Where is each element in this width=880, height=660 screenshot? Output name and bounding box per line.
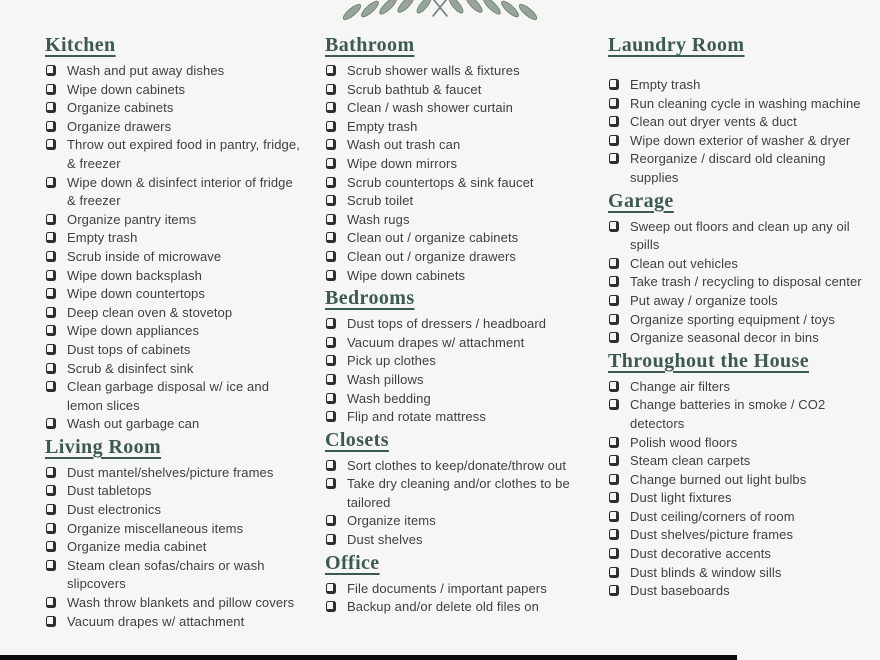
- checklist-item-label: Change burned out light bulbs: [630, 471, 807, 487]
- checklist-item-label: Organize miscellaneous items: [67, 520, 244, 536]
- checklist-item: [45, 322, 325, 341]
- checklist-item-label: Scrub toilet: [347, 193, 414, 209]
- section-title: Closets: [325, 428, 389, 451]
- checklist-item-label: Clean garbage disposal w/ ice and lemon slices: [67, 379, 270, 413]
- checklist-item-label: Dust mantel/shelves/picture frames: [67, 464, 274, 480]
- checklist-item-label: Dust electronics: [67, 502, 162, 518]
- checklist-item: [608, 95, 880, 114]
- checkbox-icon[interactable]: [609, 455, 619, 466]
- checkbox-icon[interactable]: [46, 504, 56, 515]
- checkbox-icon[interactable]: [46, 541, 56, 552]
- checkbox-icon[interactable]: [609, 116, 619, 127]
- checkbox-icon[interactable]: [326, 393, 336, 404]
- checkbox-icon[interactable]: [326, 158, 336, 169]
- checklist-item-label: Empty trash: [347, 118, 418, 134]
- checklist: [608, 378, 880, 601]
- checklist-item-label: Dust tabletops: [67, 483, 152, 499]
- checkbox-icon[interactable]: [46, 232, 56, 243]
- checkbox-icon[interactable]: [326, 214, 336, 225]
- checkbox-icon[interactable]: [46, 65, 56, 76]
- checkbox-icon[interactable]: [46, 214, 56, 225]
- checkbox-icon[interactable]: [46, 288, 56, 299]
- section-title: Bathroom: [325, 34, 415, 56]
- checkbox-icon[interactable]: [326, 232, 336, 243]
- checklist-item: [45, 520, 325, 539]
- checkbox-icon[interactable]: [326, 583, 336, 594]
- checklist-item-label: File documents / important papers: [347, 580, 547, 596]
- checklist-item-label: Organize media cabinet: [67, 539, 207, 555]
- checklist-item: [45, 613, 325, 632]
- checklist-item-label: Wipe down backsplash: [67, 267, 202, 283]
- checklist-item-label: Wash throw blankets and pillow covers: [67, 595, 295, 611]
- column-right: [608, 34, 880, 631]
- checklist-item-label: Steam clean sofas/chairs or wash slipcovers: [67, 557, 265, 592]
- checklist-item: [325, 408, 608, 427]
- checklist-item: [608, 564, 880, 583]
- checklist-item: [45, 557, 325, 594]
- checkbox-icon[interactable]: [326, 460, 336, 471]
- checklist-item: [45, 267, 325, 286]
- checklist-item: [325, 512, 608, 531]
- checklist-item-label: Wipe down cabinets: [347, 267, 466, 283]
- checkbox-icon[interactable]: [609, 529, 619, 540]
- checklist-item-label: Wash rugs: [347, 211, 410, 227]
- checkbox-icon[interactable]: [46, 121, 56, 132]
- checkbox-icon[interactable]: [46, 84, 56, 95]
- checkbox-icon[interactable]: [46, 344, 56, 355]
- checklist-item: [45, 174, 325, 211]
- checklist-item: [45, 229, 325, 248]
- checklist-item: [325, 211, 608, 230]
- checklist-item: [45, 482, 325, 501]
- checklist-item: [608, 545, 880, 564]
- checklist-item: [608, 150, 880, 187]
- checkbox-icon[interactable]: [326, 534, 336, 545]
- checklist-item-label: Put away / organize tools: [630, 292, 778, 308]
- section-title: Throughout the House: [608, 349, 810, 372]
- checklist-item-label: Organize items: [347, 513, 436, 529]
- bottom-black-bar: [0, 655, 737, 660]
- checkbox-icon[interactable]: [326, 478, 336, 489]
- section-title: Living Room: [45, 435, 162, 458]
- checklist: [325, 457, 608, 550]
- checkbox-icon[interactable]: [609, 474, 619, 485]
- checklist-item: [325, 174, 608, 193]
- checklist-item-label: Change batteries in smoke / CO2 detectors: [630, 397, 826, 431]
- checklist-item-label: Dust blinds & window sills: [630, 564, 782, 580]
- checkbox-icon[interactable]: [326, 318, 336, 329]
- checklist-item: [608, 255, 880, 274]
- checklist-item: [608, 273, 880, 292]
- checklist-item: [325, 81, 608, 100]
- checklist-item-label: Clean out / organize cabinets: [347, 230, 519, 246]
- checkbox-icon[interactable]: [326, 139, 336, 150]
- checklist-item: [608, 378, 880, 397]
- checklist-item-label: Dust ceiling/corners of room: [630, 508, 795, 524]
- checklist-item: [325, 118, 608, 137]
- section-garage: [608, 190, 880, 348]
- checklist-item: [608, 329, 880, 348]
- checklist-item-label: Empty trash: [67, 230, 138, 246]
- checkbox-icon[interactable]: [326, 65, 336, 76]
- checklist-item-label: Take trash / recycling to disposal center: [630, 274, 862, 290]
- checklist-item: [325, 267, 608, 286]
- checkbox-icon[interactable]: [46, 102, 56, 113]
- checkbox-icon[interactable]: [46, 597, 56, 608]
- checklist-item: [45, 99, 325, 118]
- checklist-item: [45, 81, 325, 100]
- checklist-item-label: Sweep out floors and clean up any oil spills: [630, 218, 850, 253]
- checklist-item-label: Organize cabinets: [67, 100, 174, 116]
- checklist-item-label: Wipe down appliances: [67, 323, 200, 339]
- checklist-item: [45, 118, 325, 137]
- checklist: [45, 464, 325, 631]
- checklist-item: [45, 285, 325, 304]
- checkbox-icon[interactable]: [46, 270, 56, 281]
- checklist-item: [45, 341, 325, 360]
- checklist-item-label: Vacuum drapes w/ attachment: [347, 334, 525, 350]
- checklist-item-label: Vacuum drapes w/ attachment: [67, 613, 245, 629]
- checklist-item-label: Clean / wash shower curtain: [347, 100, 513, 116]
- checkbox-icon[interactable]: [326, 270, 336, 281]
- checklist-item: [608, 526, 880, 545]
- checklist-item-label: Take dry cleaning and/or clothes to be tailored: [347, 476, 570, 510]
- checkbox-icon[interactable]: [326, 251, 336, 262]
- checklist-item-label: Polish wood floors: [630, 434, 738, 450]
- checkbox-icon[interactable]: [609, 276, 619, 287]
- checklist-item: [45, 464, 325, 483]
- checkbox-icon[interactable]: [609, 295, 619, 306]
- checklist-item: [45, 136, 325, 173]
- checklist-item-label: Clean out / organize drawers: [347, 248, 517, 264]
- checklist-item-label: Wipe down & disinfect interior of fridge & freezer: [67, 174, 293, 209]
- checklist-item-label: Organize drawers: [67, 118, 172, 134]
- checklist-item: [608, 396, 880, 433]
- checklist-item-label: Flip and rotate mattress: [347, 409, 486, 425]
- checkbox-icon[interactable]: [46, 177, 56, 188]
- checklist-item: [325, 457, 608, 476]
- checklist-item: [45, 304, 325, 323]
- section-closets: [325, 429, 608, 550]
- checkbox-icon[interactable]: [46, 139, 56, 150]
- checklist-item: [45, 538, 325, 557]
- checklist-item-label: Scrub inside of microwave: [67, 248, 222, 264]
- checklist-item-label: Wipe down cabinets: [67, 81, 186, 97]
- checklist-item-label: Deep clean oven & stovetop: [67, 304, 233, 320]
- checkbox-icon[interactable]: [326, 515, 336, 526]
- checklist-item-label: Clean out vehicles: [630, 255, 739, 271]
- section-title: Bedrooms: [325, 287, 415, 310]
- checklist-item-label: Pick up clothes: [347, 353, 436, 369]
- checklist-item: [325, 352, 608, 371]
- checklist-item-label: Steam clean carpets: [630, 453, 751, 469]
- checklist-item: [325, 192, 608, 211]
- checkbox-icon[interactable]: [609, 585, 619, 596]
- checklist-item: [608, 311, 880, 330]
- checkbox-icon[interactable]: [609, 492, 619, 503]
- checklist-item: [608, 132, 880, 151]
- checklist-item: [45, 594, 325, 613]
- checkbox-icon[interactable]: [609, 381, 619, 392]
- checklist-item-label: Scrub shower walls & fixtures: [347, 63, 520, 78]
- checkbox-icon[interactable]: [46, 363, 56, 374]
- checklist-item: [325, 99, 608, 118]
- checkbox-icon[interactable]: [609, 258, 619, 269]
- checklist-item: [325, 334, 608, 353]
- checklist-item: [45, 415, 325, 434]
- checklist-item-label: Run cleaning cycle in washing machine: [630, 95, 861, 111]
- checklist-item: [45, 62, 325, 81]
- checkbox-icon[interactable]: [46, 560, 56, 571]
- checklist-item: [325, 248, 608, 267]
- checklist-item-label: Wash out garbage can: [67, 416, 200, 432]
- checklist-item-label: Dust baseboards: [630, 583, 730, 599]
- checklist-item-label: Clean out dryer vents & duct: [630, 114, 797, 130]
- checklist-item: [325, 598, 608, 617]
- checklist-item: [608, 292, 880, 311]
- column-left: [45, 34, 325, 631]
- checklist-item-label: Throw out expired food in pantry, fridge, & freezer: [67, 137, 300, 171]
- column-middle: [325, 34, 608, 631]
- checklist-item: [608, 582, 880, 601]
- checklist-item-label: Scrub countertops & sink faucet: [347, 174, 534, 190]
- checkbox-icon[interactable]: [46, 523, 56, 534]
- checklist: [45, 62, 325, 434]
- checklist-item: [608, 471, 880, 490]
- section-title: Office: [325, 551, 380, 574]
- checklist-item-label: Wipe down mirrors: [347, 155, 458, 171]
- checkbox-icon[interactable]: [326, 121, 336, 132]
- checkbox-icon[interactable]: [46, 307, 56, 318]
- checklist-item: [45, 360, 325, 379]
- checklist-item-label: Organize pantry items: [67, 211, 197, 227]
- checklist-item: [325, 62, 608, 81]
- checklist-item: [608, 508, 880, 527]
- checklist-item-label: Scrub bathtub & faucet: [347, 81, 482, 97]
- checklist-item: [325, 155, 608, 174]
- checklist-item: [325, 229, 608, 248]
- section-bedrooms: [325, 287, 608, 427]
- checkbox-icon[interactable]: [46, 485, 56, 496]
- section-office: [325, 552, 608, 617]
- checkbox-icon[interactable]: [326, 102, 336, 113]
- checklist-item: [325, 371, 608, 390]
- checklist-item-label: Wash bedding: [347, 390, 431, 406]
- checklist-item-label: Change air filters: [630, 378, 731, 394]
- checklist-item-label: Wipe down countertops: [67, 286, 205, 302]
- checklist-item: [45, 378, 325, 415]
- checklist-item-label: Dust shelves/picture frames: [630, 527, 794, 543]
- checkbox-icon[interactable]: [609, 437, 619, 448]
- checklist-item: [325, 390, 608, 409]
- section-title: Kitchen: [45, 34, 116, 56]
- checklist: [325, 580, 608, 617]
- checkbox-icon[interactable]: [46, 381, 56, 392]
- checkbox-icon[interactable]: [609, 567, 619, 578]
- checklist-item: [325, 531, 608, 550]
- checklist-item: [325, 136, 608, 155]
- checkbox-icon[interactable]: [609, 153, 619, 164]
- checklist-item-label: Organize sporting equipment / toys: [630, 311, 836, 327]
- section-laundry-room: [608, 34, 880, 188]
- checklist-item: [45, 211, 325, 230]
- checklist-item-label: Dust tops of dressers / headboard: [347, 316, 547, 332]
- checklist-item-label: Wipe down exterior of washer & dryer: [630, 132, 851, 148]
- checkbox-icon[interactable]: [46, 418, 56, 429]
- checklist-item: [325, 475, 608, 512]
- section-bathroom: [325, 34, 608, 285]
- checkbox-icon[interactable]: [609, 135, 619, 146]
- checklist: [608, 218, 880, 348]
- checklist-item: [608, 489, 880, 508]
- section-living-room: [45, 436, 325, 631]
- checklist-item: [325, 315, 608, 334]
- checkbox-icon[interactable]: [609, 332, 619, 343]
- checklist-item-label: Scrub & disinfect sink: [67, 360, 194, 376]
- section-kitchen: [45, 34, 325, 434]
- checklist: [325, 62, 608, 285]
- checklist-item-label: Empty trash: [630, 77, 701, 92]
- checklist-item-label: Dust shelves: [347, 532, 423, 548]
- checkbox-icon[interactable]: [326, 337, 336, 348]
- checkbox-icon[interactable]: [326, 195, 336, 206]
- checkbox-icon[interactable]: [609, 314, 619, 325]
- checklist: [325, 315, 608, 427]
- checkbox-icon[interactable]: [46, 251, 56, 262]
- checklist-item: [608, 452, 880, 471]
- section-throughout-the-house: [608, 350, 880, 601]
- checklist-item: [608, 76, 880, 95]
- checklist-item-label: Dust decorative accents: [630, 546, 772, 562]
- checkbox-icon[interactable]: [46, 467, 56, 478]
- checkbox-icon[interactable]: [46, 616, 56, 627]
- checklist-item: [45, 248, 325, 267]
- checklist-item-label: Organize seasonal decor in bins: [630, 330, 819, 346]
- checkbox-icon[interactable]: [609, 79, 619, 90]
- checklist-item-label: Wash pillows: [347, 371, 424, 387]
- checklist-item-label: Wash and put away dishes: [67, 63, 225, 78]
- checklist-item: [45, 501, 325, 520]
- checkbox-icon[interactable]: [326, 355, 336, 366]
- checklist-item: [325, 580, 608, 599]
- checklist-item-label: Wash out trash can: [347, 137, 461, 153]
- checkbox-icon[interactable]: [326, 601, 336, 612]
- checkbox-icon[interactable]: [609, 221, 619, 232]
- checklist-item-label: Dust light fixtures: [630, 490, 732, 506]
- checkbox-icon[interactable]: [46, 325, 56, 336]
- checkbox-icon[interactable]: [609, 511, 619, 522]
- checklist-item-label: Reorganize / discard old cleaning supplies: [630, 151, 826, 185]
- checklist: [608, 76, 880, 188]
- checklist-item-label: Dust tops of cabinets: [67, 341, 191, 357]
- checkbox-icon[interactable]: [326, 411, 336, 422]
- checkbox-icon[interactable]: [326, 374, 336, 385]
- section-title: Garage: [608, 189, 674, 212]
- checklist-item-label: Backup and/or delete old files on: [347, 599, 539, 615]
- checklist-item-label: Sort clothes to keep/donate/throw out: [347, 457, 567, 473]
- checkbox-icon[interactable]: [609, 98, 619, 109]
- checkbox-icon[interactable]: [609, 548, 619, 559]
- checkbox-icon[interactable]: [326, 177, 336, 188]
- checkbox-icon[interactable]: [609, 399, 619, 410]
- section-title: Laundry Room: [608, 34, 745, 56]
- checklist-item: [608, 218, 880, 255]
- checkbox-icon[interactable]: [326, 84, 336, 95]
- checklist-item: [608, 113, 880, 132]
- checklist-item: [608, 434, 880, 453]
